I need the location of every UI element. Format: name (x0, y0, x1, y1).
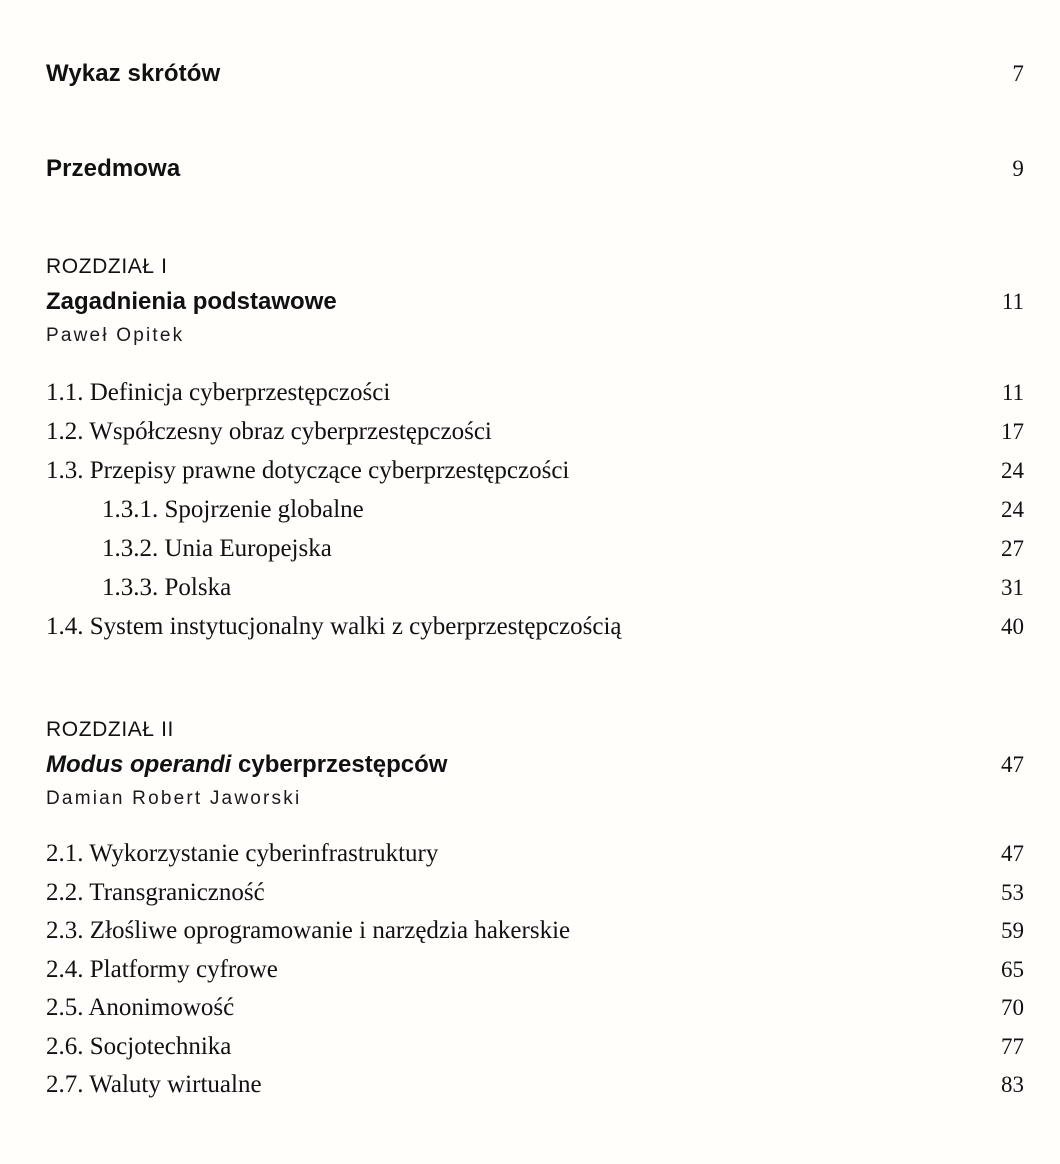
toc-subsection-row[interactable] (46, 490, 1024, 529)
toc-section-page: 59 (1001, 918, 1024, 943)
toc-section-page: 24 (1001, 458, 1024, 483)
toc-entry-title: Przedmowa (46, 155, 181, 182)
toc-section-label: 2.7. Waluty wirtualne (46, 1071, 262, 1098)
toc-section-label: 2.1. Wykorzystanie cyberinfrastruktury (46, 840, 439, 867)
toc-section-page: 77 (1001, 1033, 1024, 1059)
toc-subsection-row[interactable] (46, 529, 1024, 568)
toc-section-label: 2.4. Platformy cyfrowe (46, 955, 278, 983)
chapter-title-row[interactable] (46, 751, 1024, 779)
toc-section-label: 2.6. Socjotechnika (46, 1032, 232, 1060)
toc-section-page: 17 (1001, 419, 1024, 444)
toc-section-label: 1.3. Przepisy prawne dotyczące cyberprzestępczości (46, 457, 570, 484)
toc-content (46, 44, 1024, 1105)
toc-section-row[interactable] (46, 1066, 1024, 1105)
chapter-title-row[interactable] (46, 288, 1024, 316)
toc-section-label: 1.3.1. Spojrzenie globalne (102, 496, 364, 523)
toc-section-page: 65 (1001, 956, 1024, 982)
toc-section-label: 2.5. Anonimowość (46, 994, 235, 1021)
toc-section-label: 1.4. System instytucjonalny walki z cyberprzestępczością (46, 613, 622, 640)
toc-entry-page: 7 (1012, 61, 1024, 86)
toc-entry-front[interactable] (46, 155, 1024, 183)
toc-section-row[interactable] (46, 951, 1024, 990)
toc-section-page: 24 (1001, 497, 1024, 522)
chapter-kicker: ROZDZIAŁ I (46, 255, 168, 278)
chapter-title: Zagadnienia podstawowe (46, 288, 337, 315)
toc-entry-page: 9 (1012, 156, 1024, 181)
toc-section-page: 27 (1001, 536, 1024, 561)
toc-section-row[interactable] (46, 373, 1024, 412)
chapter-title-italic: Modus operandi (46, 751, 232, 778)
toc-section-row[interactable] (46, 835, 1024, 874)
toc-section-label: 1.3.3. Polska (102, 574, 232, 601)
toc-section-row[interactable] (46, 1028, 1024, 1067)
chapter-title-rest: cyberprzestępców (231, 751, 448, 778)
toc-chapter-1 (46, 255, 1024, 646)
chapter-author: Paweł Opitek (46, 325, 185, 346)
toc-section-row[interactable] (46, 607, 1024, 646)
toc-section-label: 1.2. Współczesny obraz cyberprzestępczości (46, 418, 492, 445)
toc-section-row[interactable] (46, 874, 1024, 913)
toc-section-page: 53 (1001, 879, 1024, 905)
toc-section-page: 83 (1001, 1072, 1024, 1097)
toc-subsection-row[interactable] (46, 568, 1024, 607)
toc-entry-title: Wykaz skrótów (46, 60, 221, 87)
chapter-section-list (46, 835, 1024, 1105)
toc-section-row[interactable] (46, 412, 1024, 451)
toc-section-page: 31 (1001, 575, 1024, 600)
chapter-section-list (46, 373, 1024, 646)
toc-entry-front[interactable] (46, 60, 1024, 88)
toc-section-page: 11 (1001, 380, 1024, 405)
toc-section-row[interactable] (46, 912, 1024, 951)
toc-section-label: 2.2. Transgraniczność (46, 878, 265, 906)
chapter-title (46, 751, 447, 779)
chapter-page: 11 (1001, 289, 1024, 314)
toc-section-row[interactable] (46, 989, 1024, 1028)
toc-section-row[interactable] (46, 451, 1024, 490)
toc-section-label: 1.3.2. Unia Europejska (102, 535, 332, 562)
toc-section-label: 1.1. Definicja cyberprzestępczości (46, 379, 391, 406)
chapter-author: Damian Robert Jaworski (46, 788, 302, 809)
toc-section-label: 2.3. Złośliwe oprogramowanie i narzędzia hakerskie (46, 917, 571, 944)
chapter-kicker: ROZDZIAŁ II (46, 718, 174, 741)
toc-section-page: 70 (1001, 995, 1024, 1020)
chapter-page: 47 (1001, 752, 1024, 777)
toc-section-page: 40 (1001, 614, 1024, 639)
toc-section-page: 47 (1001, 841, 1024, 866)
toc-chapter-2 (46, 718, 1024, 1105)
